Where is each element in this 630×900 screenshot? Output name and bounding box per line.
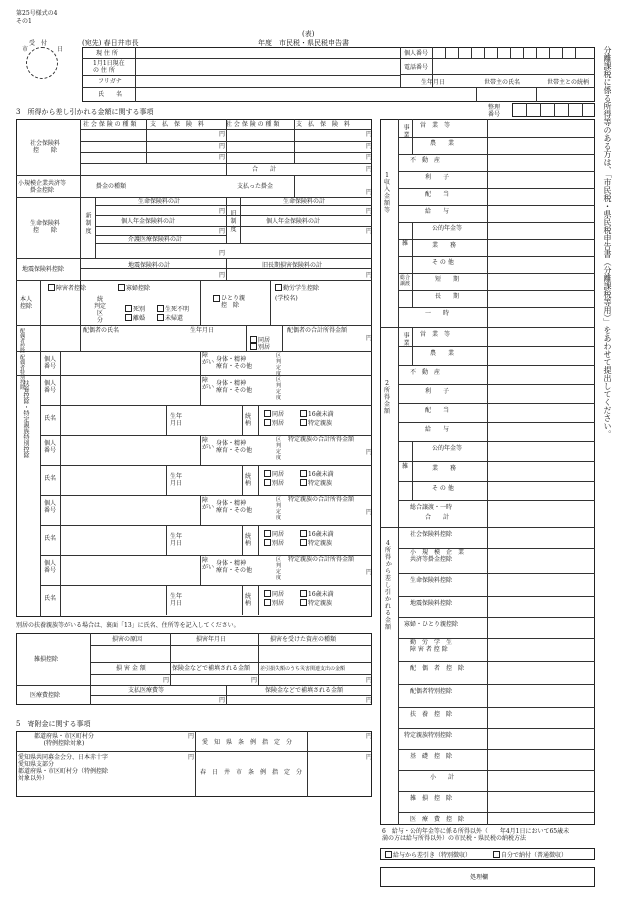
yen: 円: [366, 697, 373, 704]
separate-label: 別居: [272, 540, 285, 547]
receipt-date: 日: [57, 46, 64, 53]
yen: 円: [366, 228, 373, 235]
income-row-interest: 利 子: [425, 388, 450, 395]
yen: 円: [366, 569, 373, 576]
receipt-city: 市: [22, 46, 29, 53]
income-row-basic: 基 礎 控 除: [410, 753, 453, 760]
disabled-checkbox[interactable]: [48, 284, 86, 292]
social-paid-header-1: 支 払 保 険 料: [150, 121, 205, 128]
medical-paid: 支払医療費等: [128, 687, 165, 694]
yen: 円: [366, 166, 373, 173]
dead-label: 死別: [133, 306, 146, 313]
block2-label: 2 所 得 金 額: [384, 380, 391, 415]
separate-label: 別居: [272, 420, 285, 427]
income-row-medical: 医 療 費 控 除: [410, 816, 465, 823]
document-title: 年度 市民税・県民税申告書: [258, 39, 349, 47]
dependent-number-label: 個人 番号: [44, 380, 57, 394]
yen: 円: [366, 509, 373, 516]
social-total-label: 合 計: [252, 166, 277, 173]
income-row-salary: 給 与: [425, 208, 450, 215]
income-row-life: 生命保険料控除: [410, 577, 453, 584]
receipt-label: 受 付: [29, 40, 48, 47]
dependent-name-label: 氏名: [44, 415, 57, 422]
label-birthdate: 生年月日: [421, 79, 446, 86]
life-insurance-label: 生命保険料 控 除: [30, 220, 61, 234]
under16-label: 16歳未満: [308, 411, 334, 418]
social-type-header-1: 社 会 保 険 の 種 類: [83, 121, 137, 128]
medical-label: 医療費控除: [30, 692, 61, 699]
yen: 円: [219, 208, 226, 215]
side-note-separate-tax: 分離課税に係る所得等のある方は、「市民税・県民税申告書（分離課税等用）」をあわせて提出してください。: [603, 46, 612, 438]
yen: 円: [366, 677, 373, 684]
specific-relative-checkbox[interactable]: [300, 479, 332, 487]
earthquake-label: 地震保険料控除: [22, 266, 65, 273]
donation-redcross-label: 愛知県共同募金会分、日本赤十字 愛知県支部分 都道府県・市区町村分（特例控除 対象以外）: [18, 754, 109, 782]
self-payment-label: 自分で納付（普通徴収）: [501, 852, 568, 859]
yen: 円: [366, 143, 373, 150]
income-row-pension: 公的年金等: [432, 445, 463, 452]
pension-new-total: 個人年金保険料の計: [121, 218, 176, 225]
self-class-label: 続 判定 区 分: [94, 296, 107, 324]
widow-checkbox[interactable]: [118, 284, 150, 292]
label-name: 氏 名: [98, 91, 123, 98]
yen: 円: [366, 154, 373, 161]
medical-comp: 保険金などで補填される金額: [265, 687, 344, 694]
earthquake-total: 地震保険料の計: [128, 262, 171, 269]
comp-transfer-label: 総合 譲渡: [400, 275, 411, 287]
disabled-label: 障害者控除: [56, 285, 87, 292]
same-label: 同居: [272, 531, 285, 538]
dependent-same-checkbox[interactable]: [264, 410, 284, 418]
income-row-total: 合 計: [425, 514, 450, 521]
income-row-farm: 農 業: [430, 350, 455, 357]
under16-label: 16歳未満: [308, 471, 334, 478]
misc-label-2: 雑: [402, 463, 409, 470]
yen: 円: [219, 143, 226, 150]
dependent-birth-label: 生年 月日: [170, 593, 183, 607]
dependent-disability-label: 障 がい: [202, 437, 215, 451]
same-label: 同居: [272, 411, 285, 418]
dependent-class-label: 区 判 定 度: [276, 437, 282, 461]
dependent-name-label: 氏名: [44, 595, 57, 602]
divorce-label: 離婚: [133, 315, 146, 322]
label-household-head-name: 世帯主の氏名: [484, 79, 521, 86]
single-parent-checkbox[interactable]: [213, 295, 245, 309]
income-row-social: 社会保険料控除: [410, 531, 453, 538]
dependent-relation-label: 続 柄: [245, 593, 252, 607]
income-row-smallbiz: 小 規 模 企 業 共済等掛金控除: [410, 549, 465, 563]
block4-label: 4 所 得 か ら 差 し 引 か れ る 金 額: [384, 540, 392, 631]
dependent-class-label: 区 判 定 度: [276, 497, 282, 521]
dependent-separate-checkbox[interactable]: [264, 539, 284, 547]
student-checkbox[interactable]: [275, 284, 319, 292]
student-label: 勤労学生控除: [283, 285, 320, 292]
income-row-other: そ の 他: [432, 259, 454, 266]
casualty-type: 損害を受けた資産の種類: [270, 636, 337, 643]
income-row-realestate: 不 動 産: [410, 369, 441, 376]
seiri-number-label: 整理 番号: [488, 104, 501, 118]
dependent-name-label: 氏名: [44, 475, 57, 482]
yen: 円: [366, 449, 373, 456]
casualty-cause: 損害の原因: [112, 636, 143, 643]
label-address: 現 住 所: [96, 50, 118, 57]
unreturned-label: 未帰還: [165, 315, 184, 322]
under16-checkbox[interactable]: [300, 410, 334, 418]
dependent-class-label: 区 判 定 度: [276, 557, 282, 581]
dependent-birth-label: 生年 月日: [170, 413, 183, 427]
donation-kasugai-label: 春 日 井 市 条 例 指 定 分: [200, 769, 303, 776]
income-row-sales: 営 業 等: [420, 122, 451, 129]
unknown-label: 生死不明: [165, 306, 190, 313]
yen: 円: [219, 154, 226, 161]
spouse-class-label: 区 判 定 度: [276, 353, 282, 377]
specific-relative-label: 特定親族: [308, 600, 333, 607]
old-system-label: 旧 制 度: [229, 210, 236, 232]
dependent-separate-checkbox[interactable]: [264, 419, 284, 427]
yen: 円: [219, 131, 226, 138]
dependent-birth-label: 生年 月日: [170, 473, 183, 487]
dependent-deduction-label: 扶養控除・特定親族特別控除: [22, 380, 29, 458]
spouse-income-label: 配偶者の合計所得金額: [287, 327, 348, 334]
income-row-work: 業 務: [432, 465, 457, 472]
payroll-deduction-label: 給与から差引き（特別徴収）: [393, 852, 472, 859]
dependent-class-label: 区 判 定 度: [276, 377, 282, 401]
personal-number-cells[interactable]: [432, 47, 595, 58]
yen: 円: [219, 228, 226, 235]
dependent-relation-label: 続 柄: [245, 533, 252, 547]
yen: 円: [219, 272, 226, 279]
small-business-label: 小規模企業共済等 掛金控除: [18, 180, 67, 194]
yen: 円: [366, 335, 373, 342]
self-payment-checkbox[interactable]: [493, 851, 567, 859]
yen: 円: [366, 189, 373, 196]
label-jan1-address: 1月1日現在 の 住 所: [93, 60, 125, 74]
widow-label: 寡婦控除: [126, 285, 151, 292]
income-row-student: 勤 労 学 生 障 害 者 控 除: [410, 639, 453, 653]
dependent-same-checkbox[interactable]: [264, 470, 284, 478]
income-row-comp_once: 総合譲渡・一時: [410, 504, 453, 511]
dependent-separate-checkbox[interactable]: [264, 599, 284, 607]
life-old-total: 生命保険料の計: [283, 198, 326, 205]
income-row-realestate: 不 動 産: [410, 157, 441, 164]
school-name-label: (学校名): [275, 295, 298, 302]
income-row-long: 長 期: [435, 293, 460, 300]
specific-relative-label: 特定親族: [308, 480, 333, 487]
yen: 円: [188, 754, 195, 761]
income-row-spouse_sp: 配偶者特別控除: [410, 688, 453, 695]
addressee: (宛先) 春日井市長: [82, 39, 139, 47]
separate-dependent-note: 別居の扶養親族等がいる場合は、裏面「13」に氏名、住所等を記入してください。: [16, 622, 240, 629]
new-system-label: 新 制 度: [84, 212, 91, 234]
dependent-number-label: 個人 番号: [44, 500, 57, 514]
specific-income-label: 特定親族の合計所得金額: [288, 496, 355, 503]
dependent-number-label: 個人 番号: [44, 440, 57, 454]
self-deduction-label: 本人 控除: [20, 296, 33, 310]
income-row-work: 業 務: [432, 242, 457, 249]
section6-title: 6 給与・公的年金等に係る所得以外（ 年4月1日において65歳未 満の方は給与所得以外）の市民税・県民税の納税方法: [382, 828, 570, 842]
same-label: 同居: [272, 591, 285, 598]
specific-relative-checkbox[interactable]: [300, 419, 332, 427]
spouse-birth-label: 生年月日: [190, 327, 215, 334]
dead-checkbox[interactable]: [125, 305, 145, 313]
dependent-relation-label: 続 柄: [245, 413, 252, 427]
separate-label: 別居: [258, 344, 271, 351]
specific-relative-checkbox[interactable]: [300, 539, 332, 547]
business-label-2: 事 業: [402, 332, 409, 346]
dependent-separate-checkbox[interactable]: [264, 479, 284, 487]
same-label: 同居: [272, 471, 285, 478]
spouse-separate-checkbox[interactable]: [250, 343, 270, 351]
dependent-body-label: 身体・精神 療育・その他: [216, 440, 253, 454]
business-label-1: 事 業: [402, 124, 409, 138]
yen: 円: [219, 697, 226, 704]
income-row-interest: 利 子: [425, 174, 450, 181]
specific-relative-label: 特定親族: [308, 420, 333, 427]
small-business-paid: 支払った掛金: [237, 183, 274, 190]
spouse-body-label: 身体・精神 療育・その他: [216, 356, 253, 370]
label-household-relation: 世帯主との続柄: [547, 79, 590, 86]
yen: 円: [366, 754, 373, 761]
income-row-pension: 公的年金等: [432, 225, 463, 232]
front-mark: (表): [302, 30, 315, 38]
under16-label: 16歳未満: [308, 591, 334, 598]
yen: 円: [163, 677, 170, 684]
casualty-disaster: 差引損失額のうち災害関連支出の金額: [260, 666, 346, 672]
income-row-salary: 給 与: [425, 426, 450, 433]
under16-label: 16歳未満: [308, 531, 334, 538]
dependent-same-checkbox[interactable]: [264, 590, 284, 598]
dependent-number-label: 個人 番号: [44, 560, 57, 574]
casualty-comp: 保険金などで補填される金額: [172, 665, 251, 672]
dependent-name-label: 氏名: [44, 535, 57, 542]
divorce-checkbox[interactable]: [125, 314, 145, 322]
small-business-type: 掛金の種類: [96, 183, 127, 190]
office-use-label: 処理欄: [470, 874, 489, 881]
dependent-disability-label: 障 がい: [202, 557, 215, 571]
under16-checkbox[interactable]: [300, 530, 334, 538]
specific-income-label: 特定親族の合計所得金額: [288, 556, 355, 563]
income-row-once: 一 時: [425, 310, 450, 317]
dependent-disability-label: 障 がい: [202, 377, 215, 391]
income-row-dividend: 配 当: [425, 407, 450, 414]
form-page: その1: [16, 18, 32, 25]
dependent-disability-label: 障 がい: [202, 497, 215, 511]
label-phone: 電話番号: [404, 64, 429, 71]
separate-label: 別居: [272, 480, 285, 487]
spouse-deduction-label: 配偶者控除 配偶者特別控除: [19, 328, 25, 390]
income-row-casualty: 雑 損 控 除: [410, 795, 453, 802]
casualty-label: 雑損控除: [34, 656, 59, 663]
spouse-disability-label: 障 がい: [202, 352, 215, 366]
donation-pref-label: 都道府県・市区町村分 (特例控除対象): [34, 733, 95, 747]
yen: 円: [188, 733, 195, 740]
income-row-specific: 特定親族特別控除: [404, 732, 453, 739]
form-code: 第25号様式の4: [16, 10, 58, 17]
section5-title: 5 寄附金に関する事項: [16, 720, 91, 728]
dependent-body-label: 身体・精神 療育・その他: [216, 500, 253, 514]
dependent-birth-label: 生年 月日: [170, 533, 183, 547]
spouse-number-label: 個人 番号: [44, 356, 57, 370]
unreturned-checkbox[interactable]: [157, 314, 183, 322]
social-type-header-2: 社 会 保 険 の 種 類: [226, 121, 280, 128]
social-insurance-label: 社会保険料 控 除: [30, 140, 61, 154]
income-row-subtotal: 小 計: [430, 774, 455, 781]
income-row-dependent: 扶 養 控 除: [410, 711, 453, 718]
label-furigana: フリガナ: [98, 78, 122, 85]
yen: 円: [366, 272, 373, 279]
separate-label: 別居: [272, 600, 285, 607]
dependent-body-label: 身体・精神 療育・その他: [216, 560, 253, 574]
yen: 円: [219, 250, 226, 257]
pension-old-total: 個人年金保険料の計: [266, 218, 321, 225]
old-longterm-total: 旧長期損害保険料の計: [262, 262, 323, 269]
income-row-spouse: 配 偶 者 控 除: [410, 665, 465, 672]
receipt-stamp-circle: [26, 47, 58, 79]
social-paid-header-2: 支 払 保 険 料: [296, 121, 351, 128]
payroll-deduction-checkbox[interactable]: [385, 851, 471, 859]
spouse-name-label: 配偶者の氏名: [83, 327, 120, 334]
care-total: 介護医療保険料の計: [128, 236, 183, 243]
donation-aichi-label: 愛 知 県 条 例 指 定 分: [202, 739, 293, 746]
yen: 円: [251, 677, 258, 684]
section3-title: 3 所得から差し引かれる金額に関する事項: [16, 108, 154, 116]
life-new-total: 生命保険料の計: [138, 198, 181, 205]
income-row-sales: 営 業 等: [420, 331, 451, 338]
dependent-relation-label: 続 柄: [245, 473, 252, 487]
income-row-quake: 地震保険料控除: [410, 600, 453, 607]
yen: 円: [366, 733, 373, 740]
yen: 円: [366, 208, 373, 215]
income-row-short: 短 期: [435, 276, 460, 283]
casualty-date: 損害年月日: [196, 636, 227, 643]
same-label: 同居: [258, 337, 271, 344]
label-personal-number: 個人番号: [404, 50, 429, 57]
income-row-other: そ の 他: [432, 485, 454, 492]
under16-checkbox[interactable]: [300, 590, 334, 598]
yen: 円: [366, 131, 373, 138]
block1-label: 1 収 入 金 額 等: [384, 172, 391, 214]
specific-income-label: 特定親族の合計所得金額: [288, 436, 355, 443]
dependent-body-label: 身体・精神 療育・その他: [216, 380, 253, 394]
income-row-farm: 農 業: [430, 140, 455, 147]
dependent-same-checkbox[interactable]: [264, 530, 284, 538]
income-row-dividend: 配 当: [425, 191, 450, 198]
single-parent-label: ひとり親 控 除: [221, 295, 246, 309]
misc-label-1: 雑: [402, 240, 409, 247]
under16-checkbox[interactable]: [300, 470, 334, 478]
specific-relative-checkbox[interactable]: [300, 599, 332, 607]
casualty-amount: 損 害 金 額: [116, 665, 146, 672]
unknown-checkbox[interactable]: [157, 305, 189, 313]
income-row-widow: 寡婦・ひとり親控除: [404, 621, 459, 628]
specific-relative-label: 特定親族: [308, 540, 333, 547]
